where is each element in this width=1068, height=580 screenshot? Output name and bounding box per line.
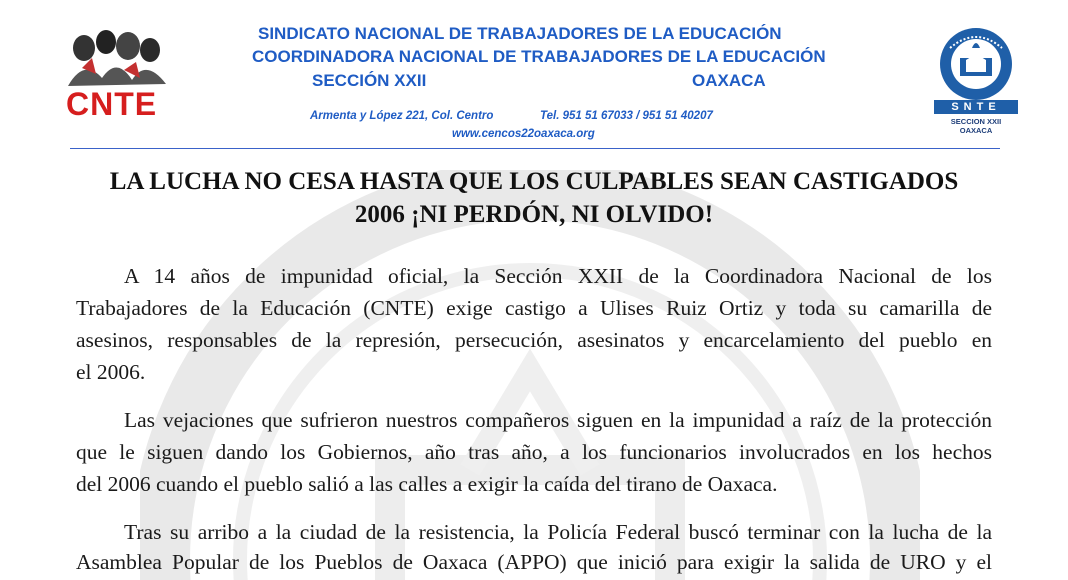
address-text: Armenta y López 221, Col. Centro — [310, 110, 494, 122]
paragraph-line: que le siguen dando los Gobiernos, año tras año, a los funcionarios involucrados en los hechos — [76, 440, 992, 464]
paragraph-line: Las vejaciones que sufrieron nuestros compañeros siguen en la impunidad a raíz de la protección — [124, 408, 992, 432]
paragraph-line: asesinos, responsables de la represión, persecución, asesinatos y encarcelamiento del pueblo en — [76, 328, 992, 352]
section-label: SECCIÓN XXII — [312, 71, 427, 90]
org-line-1: SINDICATO NACIONAL DE TRABAJADORES DE LA EDUCACIÓN — [258, 24, 782, 43]
document-title-line-1: LA LUCHA NO CESA HASTA QUE LOS CULPABLES SEAN CASTIGADOS — [109, 168, 959, 195]
paragraph-line: A 14 años de impunidad oficial, la Sección XXII de la Coordinadora Nacional de los — [124, 264, 992, 288]
snte-state: OAXACA — [959, 126, 993, 135]
paragraph-line: Asamblea Popular de los Pueblos de Oaxaca (APPO) que inició para exigir la salida de URO y el — [76, 550, 992, 574]
cnte-logo-text: CNTE — [66, 86, 158, 122]
paragraph-line: el 2006. — [76, 360, 146, 384]
paragraph-line: Trabajadores de la Educación (CNTE) exige castigo a Ulises Ruiz Ortiz y toda su camarilla de — [76, 296, 992, 320]
snte-logo — [930, 24, 1026, 134]
paragraph-line: Tras su arribo a la ciudad de la resistencia, la Policía Federal buscó terminar con la lucha de la — [124, 520, 992, 544]
watermark-seal — [140, 170, 920, 580]
phone-text: Tel. 951 51 67033 / 951 51 40207 — [540, 110, 713, 122]
cnte-logo — [62, 28, 182, 124]
org-line-2: COORDINADORA NACIONAL DE TRABAJADORES DE LA EDUCACIÓN — [252, 47, 826, 66]
snte-section: SECCION XXII — [950, 117, 1002, 126]
state-label: OAXACA — [692, 71, 766, 90]
document-title-line-2: 2006 ¡NI PERDÓN, NI OLVIDO! — [354, 201, 714, 228]
heroes-portrait-icon — [62, 28, 182, 88]
snte-badge: SNTE — [934, 100, 1018, 114]
paragraph-line: del 2006 cuando el pueblo salió a las calles a exigir la caída del tirano de Oaxaca. — [76, 472, 778, 496]
snte-seal-icon — [930, 24, 1022, 102]
website-link[interactable]: www.cencos22oaxaca.org — [452, 128, 595, 140]
letterhead — [0, 0, 1068, 160]
header-divider — [70, 148, 1000, 149]
